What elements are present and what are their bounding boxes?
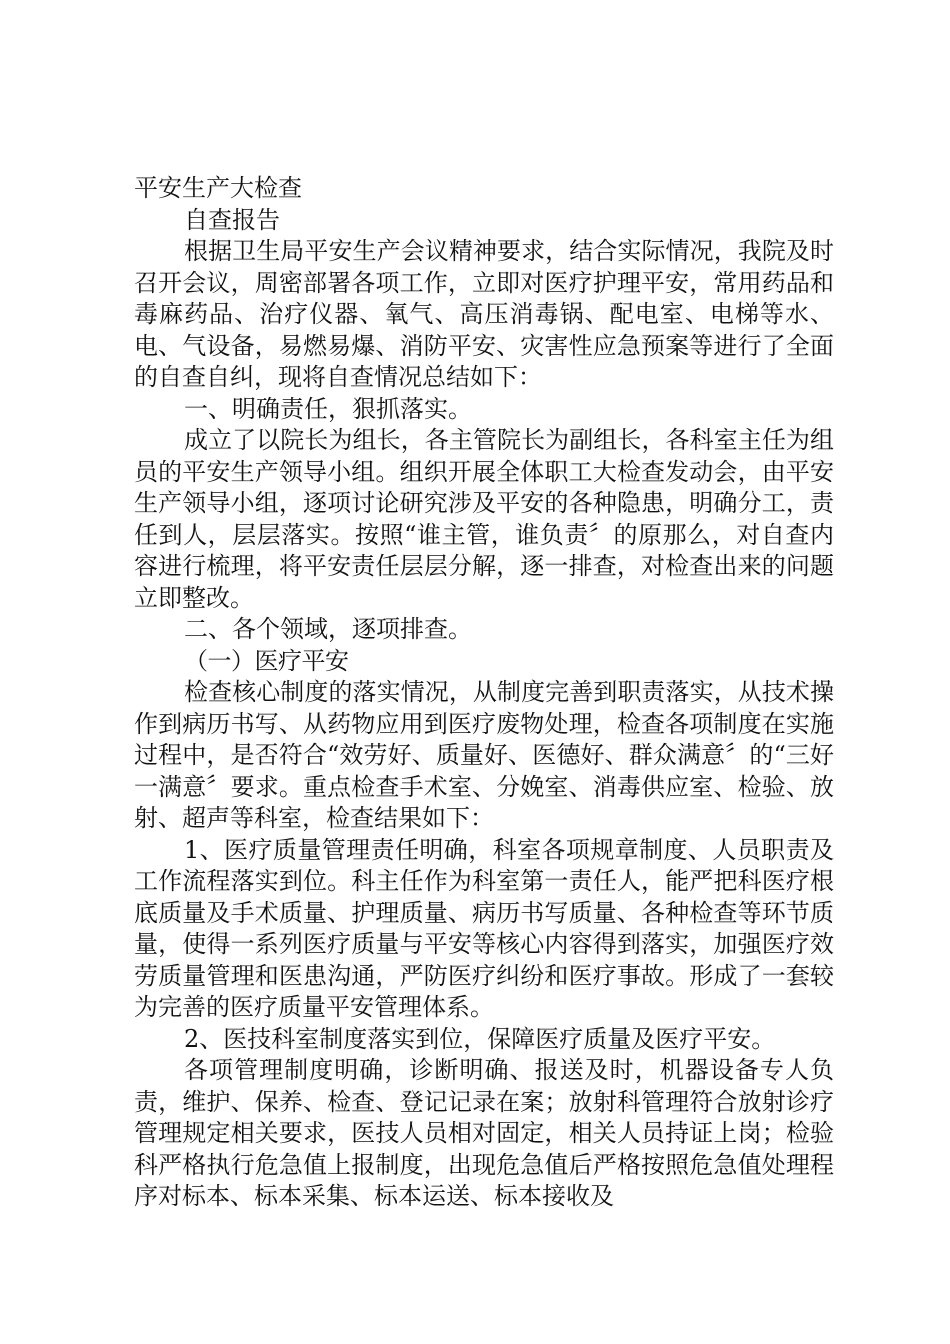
document-subtitle: 自查报告 (184, 205, 280, 234)
paragraph-responsibility: 成立了以院长为组长，各主管院长为副组长，各科室主任为组员的平安生产领导小组。组织开展全体职工大检查发动会，由平安生产领导小组，逐项讨论研究涉及平安的各种隐患，明确分工，责任到人，层层落实。按照“谁主管，谁负责〞的原那么，对自查内容进行梳理，将平安责任层层分解，逐一排查，对检查出来的问题立即整改。 (134, 426, 834, 612)
subsection-heading-medical-safety: （一）医疗平安 (184, 646, 349, 675)
section-heading-2: 二、各个领域，逐项排查。 (184, 615, 472, 643)
paragraph-intro: 根据卫生局平安生产会议精神要求，结合实际情况，我院及时召开会议，周密部署各项工作，立即对医疗护理平安，常用药品和毒麻药品、治疗仪器、氧气、高压消毒锅、配电室、电梯等水、电、气设备，易燃易爆、消防平安、灾害性应急预案等进行了全面的自查自纠，现将自查情况总结如下： (134, 237, 834, 391)
paragraph-medical-tech-heading: 2、医技科室制度落实到位，保障医疗质量及医疗平安。 (184, 1024, 776, 1053)
paragraph-management-rules: 各项管理制度明确，诊断明确、报送及时，机器设备专人负责，维护、保养、检查、登记记录在案；放射科管理符合放射诊疗管理规定相关要求，医技人员相对固定，相关人员持证上岗；检验科严格执行危急值上报制度，出现危急值后严格按照危急值处理程序对标本、标本采集、标本运送、标本接收及 (134, 1056, 834, 1210)
section-heading-1: 一、明确责任，狠抓落实。 (184, 394, 472, 423)
paragraph-quality-management: 1、医疗质量管理责任明确，科室各项规章制度、人员职责及工作流程落实到位。科主任作为科室第一责任人，能严把科医疗根底质量及手术质量、护理质量、病历书写质量、各种检查等环节质量，使得一系列医疗质量与平安等核心内容得到落实，加强医疗效劳质量管理和医患沟通，严防医疗纠纷和医疗事故。形成了一套较为完善的医疗质量平安管理体系。 (134, 835, 834, 1021)
document-title: 平安生产大检查 (134, 174, 302, 202)
document-body (134, 173, 834, 1213)
paragraph-core-system-check: 检查核心制度的落实情况，从制度完善到职责落实，从技术操作到病历书写、从药物应用到医疗废物处理，检查各项制度在实施过程中，是否符合“效劳好、质量好、医德好、群众满意〞的“三好一满意〞要求。重点检查手术室、分娩室、消毒供应室、检验、放射、超声等科室，检查结果如下： (134, 678, 834, 832)
